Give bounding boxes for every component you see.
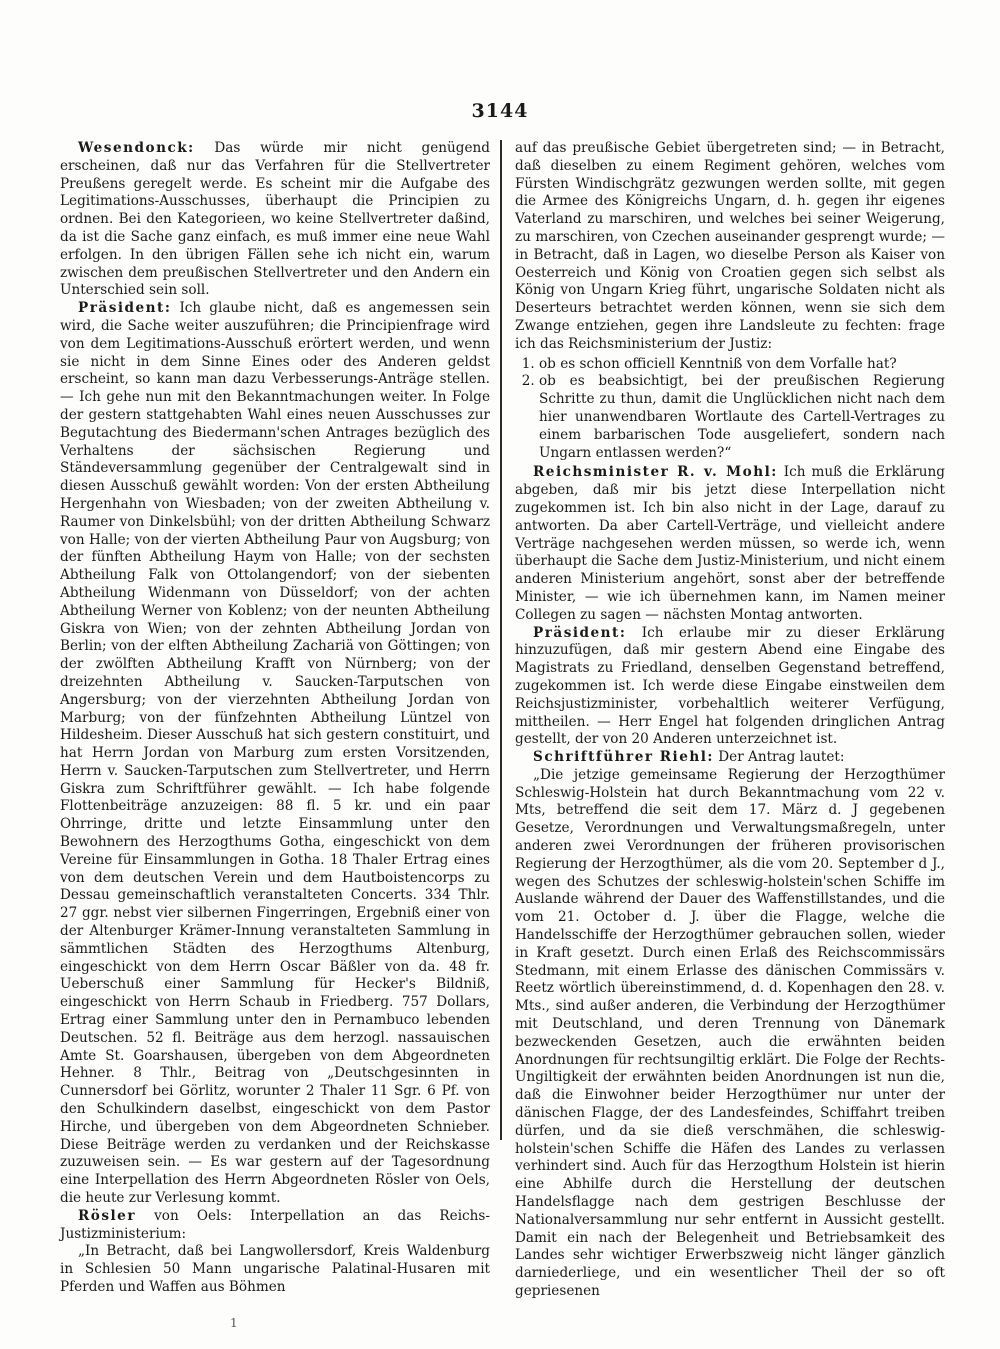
right-column [515, 140, 945, 1301]
list-item: 2. ob es beabsichtigt, bei der preußischen Regierung Schritte zu thun, damit die Unglücklichen nicht nach dem hier unanwendbaren Wortlaute des Cartell-Vertrages zu einem barbarischen Tode ausgeliefert, sondern nach Ungarn entlassen werden?“ [539, 373, 945, 462]
footer-mark: 1 [230, 1316, 238, 1330]
paragraph-text: auf das preußische Gebiet übergetreten sind; — in Betracht, daß dieselben zu einem Regiment gehören, welches vom Fürsten Windischgrätz gezwungen werden sollte, mit gegen die Armee des Königreichs Ungarn, d. h. gegen ihr eigenes Vaterland zu marschiren, und welches bei seiner Weigerung, zu marschiren, von Czechen auseinander gesprengt wurde; — in Betracht, daß in Lagen, wo dieselbe Person als Kaiser von Oesterreich und König von Croatien gegen sich selbst als König von Ungarn Krieg führt, ungarische Soldaten nicht als Deserteurs betrachtet werden können, wenn sie sich dem Zwange entziehen, gegen ihre Landsleute zu fechten: frage ich das Reichsministerium der Justiz: [515, 140, 945, 352]
paragraph-text: Ich erlaube mir zu dieser Erklärung hinzuzufügen, daß mir gestern Abend eine Eingabe des Magistrats zu Friedland, denselben Gegenstand betreffend, zugekommen ist. Ich werde diese Eingabe einstweilen dem Reichsjustizminister, vorbehaltlich weiterer Verfügung, mittheilen. — Herr Engel hat folgenden dringlichen Antrag gestellt, der von 20 Anderen unterzeichnet ist. [515, 624, 945, 748]
paragraph [515, 140, 945, 354]
speaker-name: Wesendonck: [78, 140, 195, 156]
paragraph-text: von Oels: Interpellation an das Reichs-Justizministerium: [60, 1207, 490, 1242]
paragraph [60, 140, 490, 300]
list-item: 1. ob es schon officiell Kenntniß von dem Vorfalle hat? [539, 356, 945, 374]
paragraph [60, 1243, 490, 1296]
speaker-name: Reichsminister R. v. Mohl: [533, 464, 778, 481]
paragraph-text: „In Betracht, daß bei Langwollersdorf, Kreis Waldenburg in Schlesien 50 Mann ungarische Palatinal-Husaren mit Pferden und Waffen aus Böhmen [60, 1243, 490, 1295]
paragraph [515, 749, 945, 767]
paragraph [515, 767, 945, 1301]
paragraph [515, 625, 945, 750]
page-number: 3144 [471, 100, 529, 122]
paragraph-text: Ich muß die Erklärung abgeben, daß mir bis jetzt diese Interpellation nicht zugekommen ist. Ich bin also nicht in der Lage, darauf zu antworten. Da aber Cartell-Verträge, und vielleicht andere Verträge nachgesehen werden müssen, so werde ich, wenn überhaupt die Sache dem Justiz-Ministerium, und nicht einem anderen Ministerium angehört, sonst aber der betreffende Minister, — wie ich übernehmen kann, im Namen meiner Collegen zu sagen — nächsten Montag antworten. [515, 464, 945, 623]
column-divider [500, 140, 502, 1140]
paragraph [60, 300, 490, 1208]
left-column [60, 140, 490, 1297]
paragraph [60, 1208, 490, 1244]
paragraph-text: Das würde mir nicht genügend erscheinen, daß nur das Verfahren für die Stellvertreter Preußens geregelt werde. Es scheint mir die Aufgabe des Legitimations-Ausschusses, überhaupt die Principien zu ordnen. Bei den Kategorieen, wo keine Stellvertreter daßind, da ist die Sache ganz einfach, es muß immer eine neue Wahl erfolgen. In den übrigen Fällen sehe ich nicht ein, warum zwischen dem preußischen Stellvertreter und den Andern ein Unterschied sein soll. [60, 140, 490, 299]
paragraph [515, 464, 945, 624]
speaker-name: Präsident: [78, 300, 172, 317]
paragraph-text: Ich glaube nicht, daß es angemessen sein wird, die Sache weiter auszuführen; die Principienfrage wird von dem Legitimations-Ausschuß erörtert werden, und wenn sie nicht in dem Sinne Eines oder des Anderen geldst erscheint, so kann man dazu Verbesserungs-Anträge stellen. — Ich gehe nun mit den Bekanntmachungen weiter. In Folge der gestern stattgehabten Wahl eines neuen Ausschusses zur Begutachtung des Biedermann'schen Antrages bezüglich des Verhaltens der sächsischen Regierung und Ständeversammlung gegenüber der Centralgewalt sind in diesen Ausschuß gewählt worden: Von der ersten Abtheilung Hergenhahn von Wiesbaden; von der zweiten Abtheilung v. Raumer von Dinkelsbühl; von der dritten Abtheilung Schwarz von Halle; von der vierten Abtheilung Paur von Augsburg; von der fünften Abtheilung Haym von Halle; von der sechsten Abtheilung Falk von Ottolangendorf; von der siebenten Abtheilung Widenmann von Düsseldorf; von der achten Abtheilung Werner von Koblenz; von der neunten Abtheilung Giskra von Wien; von der zehnten Abtheilung Jordan von Berlin; von der elften Abtheilung Zachariä von Göttingen; von der zwölften Abtheilung Krafft von Nürnberg; von der dreizehnten Abtheilung v. Saucken-Tarputschen von Angersburg; von der vierzehnten Abtheilung Jordan von Marburg; von der fünfzehnten Abtheilung Lüntzel von Hildesheim. Dieser Ausschuß hat sich gestern constituirt, und hat Herrn Jordan von Marburg zum ersten Vorsitzenden, Herrn v. Saucken-Tarputschen zum Stellvertreter, und Herrn Giskra zum Schriftführer gewählt. — Ich habe folgende Flottenbeiträge anzuzeigen: 88 fl. 5 kr. und ein paar Ohrringe, dritte und letzte Einsammlung unter den Bewohnern des Herzogthums Gotha, eingeschickt von dem Vereine für Einsammlungen in Gotha. 18 Thaler Ertrag eines von dem deutschen Verein und dem Hautboistencorps zu Dessau gemeinschaftlich veranstalteten Concerts. 334 Thlr. 27 ggr. nebst vier silbernen Fingerringen, Ergebniß einer von der Altenburger Krämer-Innung veranstalteten Sammlung in sämmtlichen Städten des Herzogthums Altenburg, eingeschickt von dem Herrn Oscar Bäßler von da. 48 fr. Ueberschuß einer Sammlung für Hecker's Bildniß, eingeschickt von Herrn Schaub in Friedberg. 757 Dollars, Ertrag einer Sammlung unter den in Pernambuco lebenden Deutschen. 52 fl. Beiträge aus dem herzogl. nassauischen Amte St. Goarshausen, übergeben von dem Abgeordneten Hehner. 8 Thlr., Beitrag von „Deutschgesinnten in Cunnersdorf bei Görlitz, worunter 2 Thaler 11 Sgr. 6 Pf. von den Schulkindern daselbst, eingeschickt von dem Pastor Hirche, und übergeben von dem Abgeordneten Schnieber. Diese Beiträge werden zu verdanken und der Reichskasse zuzuweisen sein. — Es war gestern auf der Tagesordnung eine Interpellation des Herrn Abgeordneten Rösler von Oels, die heute zur Verlesung kommt. [60, 300, 490, 1207]
question-list [515, 356, 945, 463]
speaker-name: Schriftführer Riehl: [533, 749, 714, 766]
paragraph-text: „Die jetzige gemeinsame Regierung der Herzogthümer Schleswig-Holstein hat durch Bekanntmachung vom 22 v. Mts, betreffend die seit dem 17. März d. J gegebenen Gesetze, Verordnungen und Verwaltungsmaßregeln, unter anderen zwei Verordnungen der früheren provisorischen Regierung der Herzogthümer, als die vom 20. September d J., wegen des Schutzes der schleswig-holstein'schen Schiffe im Auslande während der Dauer des Waffenstillstandes, und die vom 21. October d. J. über die Flagge, welche die Handelsschiffe der Herzogthümer gebrauchen sollen, wieder in Kraft gesetzt. Durch einen Erlaß des Reichscommissärs Stedmann, mit einem Erlasse des dänischen Commissärs v. Reetz wörtlich übereinstimmend, d. d. Kopenhagen den 28. v. Mts., sind außer anderen, die Verbindung der Herzogthümer mit Deutschland, und deren Trennung von Dänemark bezweckenden Gesetzen, auch die erwähnten beiden Anordnungen für rechtsungiltig erklärt. Die Folge der Rechts-Ungiltigkeit der erwähnten beiden Anordnungen ist nun die, daß die Einwohner beider Herzogthümer nur unter der dänischen Flagge, der des Landesfeindes, Schiffahrt treiben dürfen, und da sie dieß verschmähen, die schleswig-holstein'schen Schiffe die Häfen des Landes zu verlassen verhindert sind. Auch für das Herzogthum Holstein ist hierin eine Abhilfe durch die Herstellung der deutschen Handelsflagge nach dem gestrigen Beschlusse der Nationalversammlung nur sehr entfernt in Aussicht gestellt. Damit ein nach der Belegenheit und Betriebsamkeit des Landes sehr wichtiger Erwerbszweig nicht länger gänzlich darniederliege, und ein wesentlicher Theil der so oft gepriesenen [515, 766, 945, 1299]
speaker-name: Rösler [78, 1207, 136, 1224]
paragraph-text: Der Antrag lautet: [713, 749, 845, 766]
speaker-name: Präsident: [533, 624, 627, 641]
